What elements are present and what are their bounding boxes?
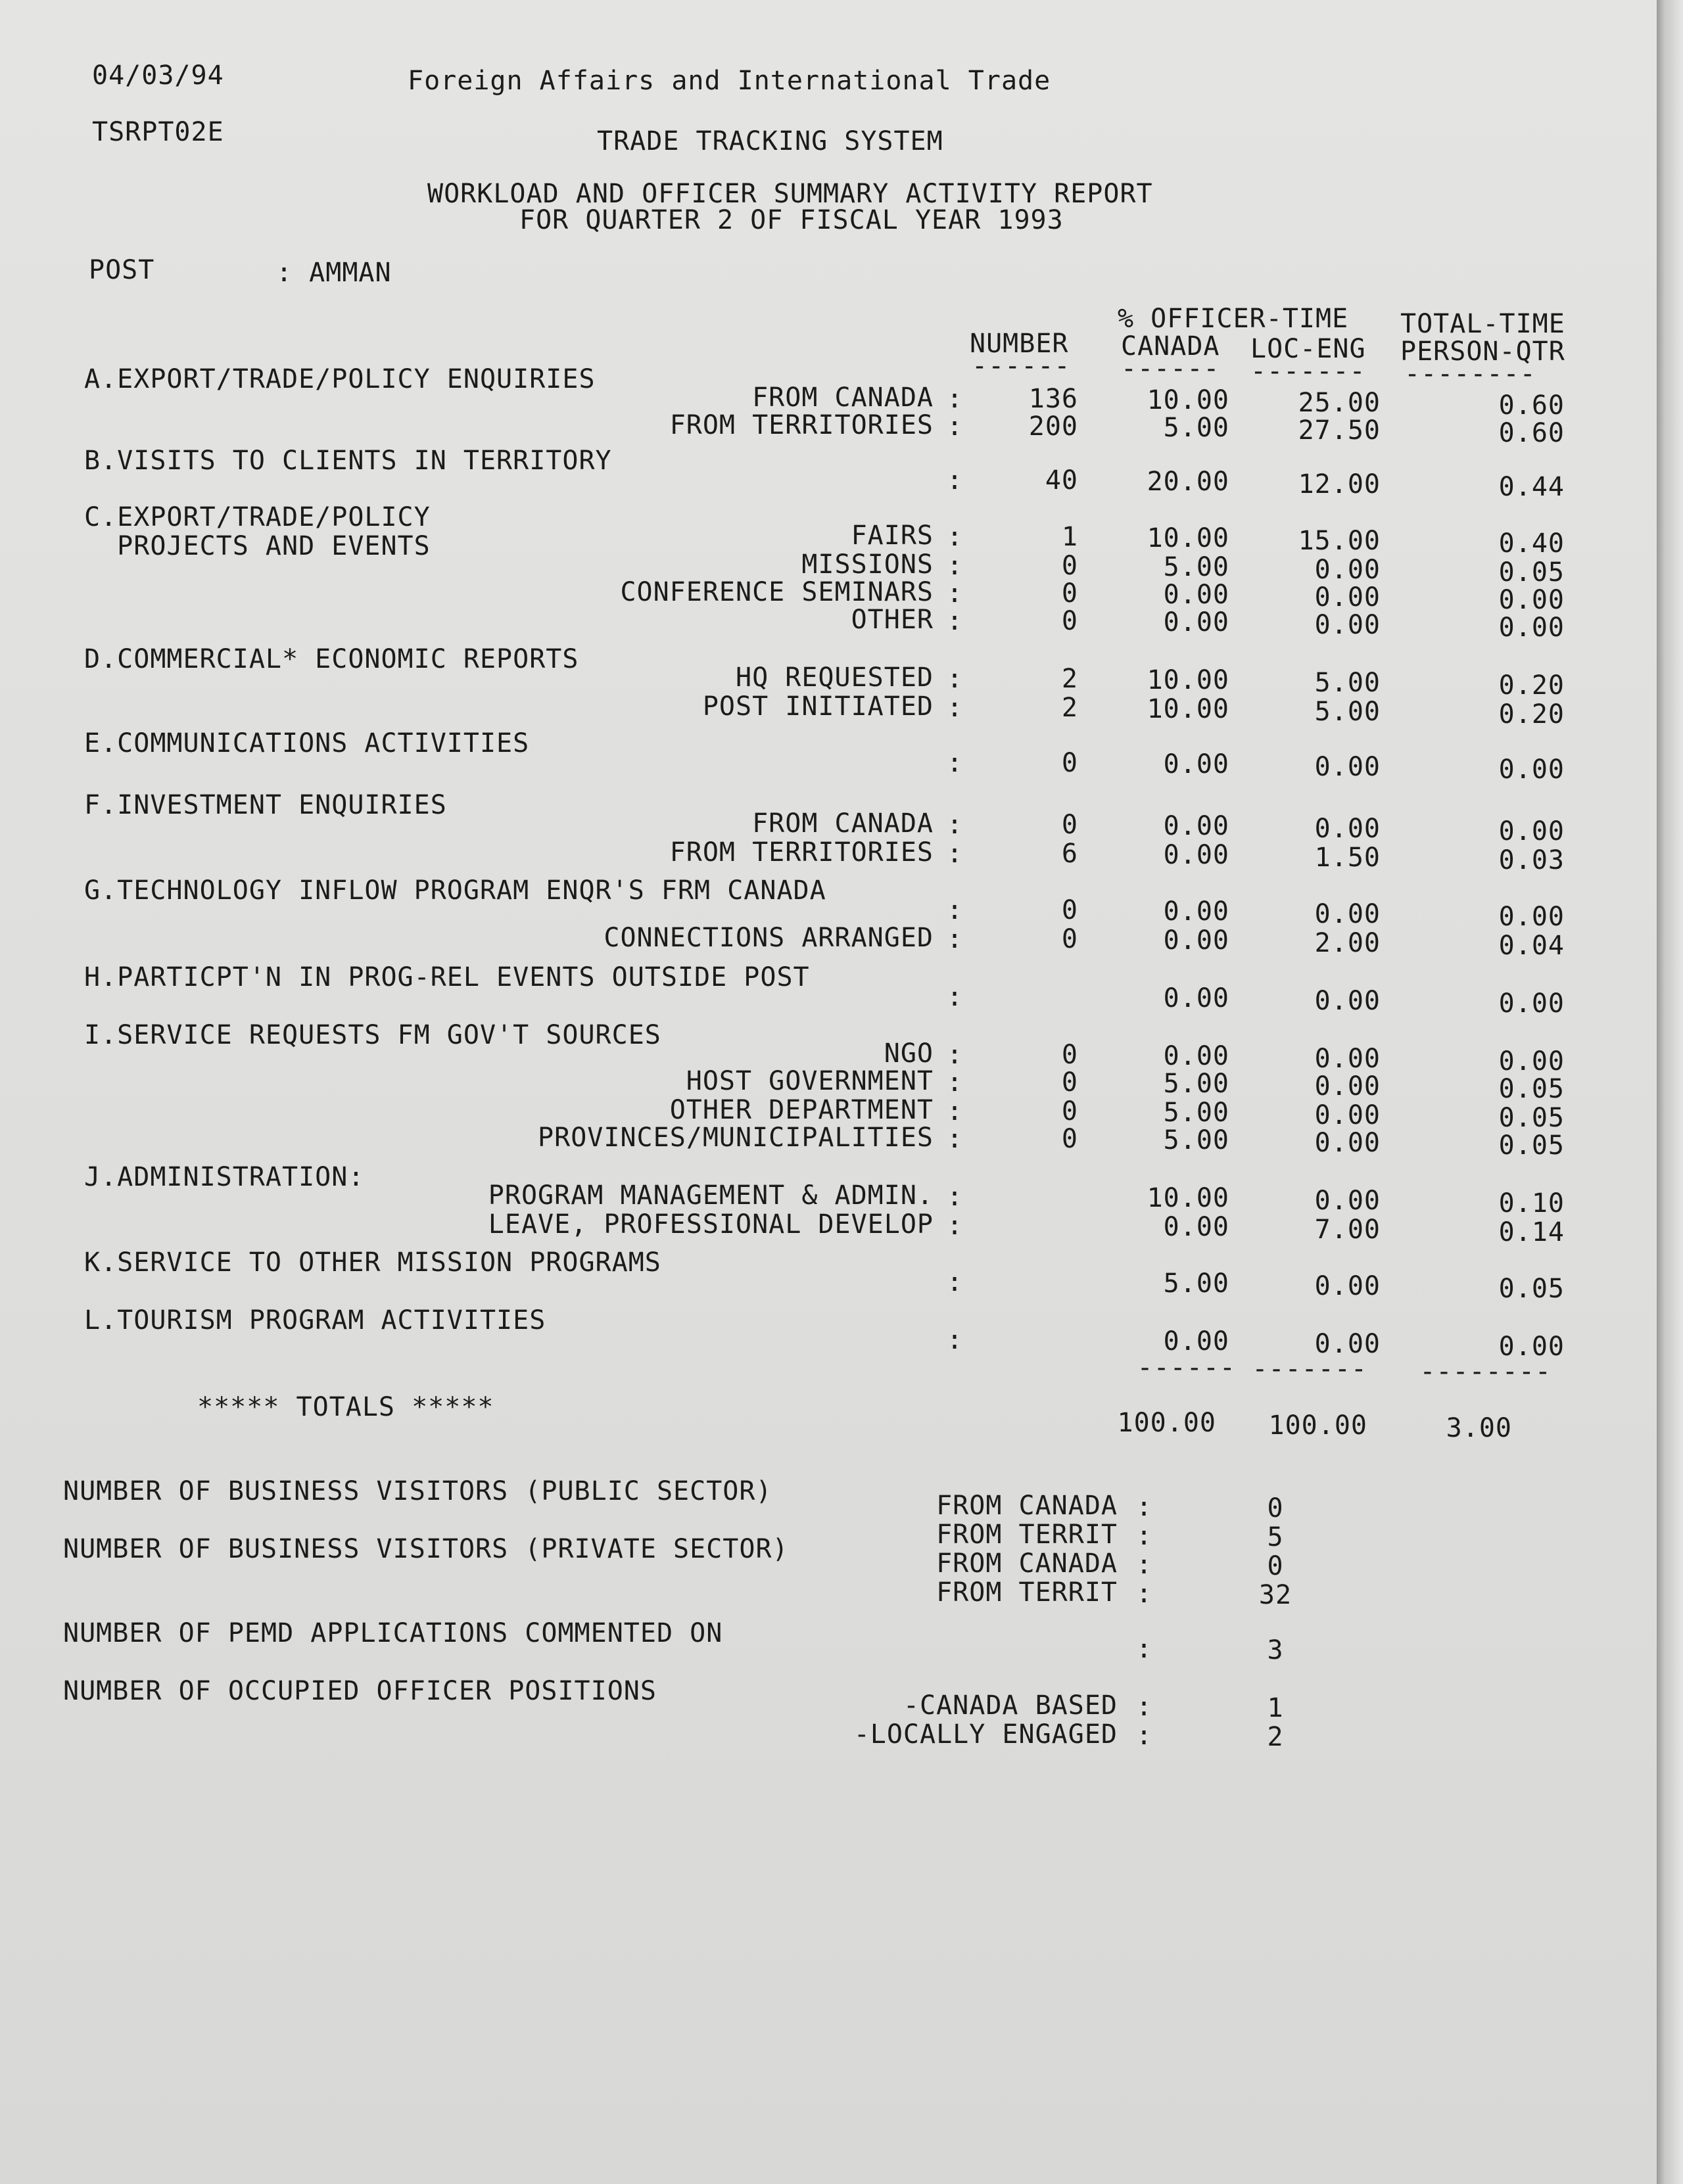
row-sub-label: PROGRAM MANAGEMENT & ADMIN. bbox=[488, 1180, 934, 1211]
header-canada-underline: ------ bbox=[1121, 354, 1220, 384]
report-code: TSRPT02E bbox=[92, 117, 224, 147]
row-loceng-pct: 0.00 bbox=[1314, 752, 1381, 782]
row-loceng-pct: 0.00 bbox=[1314, 814, 1381, 844]
row-colon: : bbox=[947, 924, 964, 954]
row-loceng-pct: 0.00 bbox=[1314, 986, 1381, 1016]
row-person-qtr: 0.03 bbox=[1498, 845, 1565, 875]
row-canada-pct: 10.00 bbox=[1147, 523, 1229, 553]
row-number: 2 bbox=[1061, 693, 1078, 723]
row-canada-pct: 0.00 bbox=[1163, 580, 1229, 610]
row-section-label: PROJECTS AND EVENTS bbox=[84, 531, 431, 561]
row-section-label: H.PARTICPT'N IN PROG-REL EVENTS OUTSIDE POST bbox=[84, 962, 810, 992]
row-canada-pct: 5.00 bbox=[1163, 552, 1229, 582]
row-section-label: E.COMMUNICATIONS ACTIVITIES bbox=[84, 728, 530, 758]
summary-value: 32 bbox=[1258, 1580, 1292, 1610]
row-loceng-pct: 0.00 bbox=[1314, 1044, 1381, 1074]
row-person-qtr: 0.00 bbox=[1498, 755, 1565, 785]
totals-label: ***** TOTALS ***** bbox=[197, 1392, 494, 1422]
row-canada-pct: 0.00 bbox=[1163, 896, 1229, 927]
row-loceng-pct: 0.00 bbox=[1314, 555, 1381, 585]
row-number: 1 bbox=[1061, 522, 1078, 552]
row-colon: : bbox=[947, 1211, 964, 1241]
row-canada-pct: 0.00 bbox=[1163, 607, 1229, 638]
header-canada: CANADA bbox=[1121, 331, 1220, 361]
row-loceng-pct: 0.00 bbox=[1314, 1100, 1381, 1130]
row-colon: : bbox=[947, 895, 964, 925]
header-number: NUMBER bbox=[970, 329, 1069, 359]
row-loceng-pct: 1.50 bbox=[1314, 843, 1381, 873]
row-sub-label: CONNECTIONS ARRANGED bbox=[604, 923, 934, 953]
row-person-qtr: 0.44 bbox=[1498, 472, 1565, 502]
row-person-qtr: 0.05 bbox=[1498, 1103, 1565, 1133]
row-section-label: L.TOURISM PROGRAM ACTIVITIES bbox=[84, 1305, 546, 1336]
summary-label: NUMBER OF OCCUPIED OFFICER POSITIONS bbox=[63, 1676, 657, 1706]
row-loceng-pct: 2.00 bbox=[1314, 928, 1381, 958]
row-colon: : bbox=[947, 411, 964, 442]
row-sub-label: PROVINCES/MUNICIPALITIES bbox=[538, 1123, 934, 1153]
row-section-label: A.EXPORT/TRADE/POLICY ENQUIRIES bbox=[84, 364, 596, 394]
row-colon: : bbox=[947, 522, 964, 552]
row-number: 0 bbox=[1061, 1096, 1078, 1127]
row-colon: : bbox=[947, 606, 964, 636]
row-number: 0 bbox=[1061, 1067, 1078, 1098]
summary-label: NUMBER OF PEMD APPLICATIONS COMMENTED ON bbox=[63, 1618, 723, 1648]
row-person-qtr: 0.05 bbox=[1498, 1130, 1565, 1161]
row-colon: : bbox=[947, 551, 964, 581]
system-name: TRADE TRACKING SYSTEM bbox=[597, 126, 943, 156]
summary-sub-label: FROM TERRIT bbox=[936, 1577, 1118, 1608]
header-number-underline: ------ bbox=[972, 351, 1071, 381]
summary-sub-label: -CANADA BASED bbox=[903, 1690, 1118, 1721]
row-colon: : bbox=[947, 1325, 964, 1355]
summary-sub-label: -LOCALLY ENGAGED bbox=[853, 1719, 1118, 1750]
row-sub-label: FROM CANADA bbox=[752, 808, 934, 839]
header-loceng-underline: ------- bbox=[1250, 356, 1366, 386]
header-pct-officer-time: % OFFICER-TIME bbox=[1118, 304, 1349, 334]
row-number: 6 bbox=[1061, 839, 1078, 869]
report-date: 04/03/94 bbox=[92, 60, 224, 91]
row-colon: : bbox=[947, 1267, 964, 1297]
row-canada-pct: 0.00 bbox=[1163, 925, 1229, 956]
totals-person-qtr: 3.00 bbox=[1446, 1413, 1512, 1443]
row-number: 0 bbox=[1061, 924, 1078, 954]
row-sub-label: HOST GOVERNMENT bbox=[686, 1066, 934, 1096]
row-canada-pct: 5.00 bbox=[1163, 1098, 1229, 1128]
row-number: 0 bbox=[1061, 606, 1078, 636]
summary-colon: : bbox=[1136, 1634, 1153, 1664]
row-canada-pct: 5.00 bbox=[1163, 1125, 1229, 1155]
row-canada-pct: 5.00 bbox=[1163, 413, 1229, 443]
row-colon: : bbox=[947, 384, 964, 414]
row-colon: : bbox=[947, 693, 964, 723]
header-personqtr-underline: -------- bbox=[1404, 359, 1536, 389]
row-canada-pct: 5.00 bbox=[1163, 1069, 1229, 1099]
row-loceng-pct: 27.50 bbox=[1298, 415, 1381, 446]
row-colon: : bbox=[947, 1096, 964, 1127]
row-colon: : bbox=[947, 810, 964, 840]
summary-value: 0 bbox=[1267, 1551, 1284, 1581]
summary-colon: : bbox=[1136, 1692, 1153, 1722]
row-person-qtr: 0.00 bbox=[1498, 613, 1565, 643]
row-section-label: K.SERVICE TO OTHER MISSION PROGRAMS bbox=[84, 1247, 661, 1278]
post-value: : AMMAN bbox=[276, 258, 392, 288]
summary-value: 1 bbox=[1267, 1693, 1284, 1723]
summary-colon: : bbox=[1136, 1721, 1153, 1751]
row-sub-label: OTHER DEPARTMENT bbox=[669, 1095, 934, 1125]
row-section-label: B.VISITS TO CLIENTS IN TERRITORY bbox=[84, 446, 612, 476]
row-loceng-pct: 0.00 bbox=[1314, 582, 1381, 613]
row-canada-pct: 10.00 bbox=[1147, 665, 1229, 695]
report-title: WORKLOAD AND OFFICER SUMMARY ACTIVITY REPORT bbox=[427, 179, 1153, 209]
row-person-qtr: 0.00 bbox=[1498, 816, 1565, 847]
row-canada-pct: 5.00 bbox=[1163, 1268, 1229, 1299]
row-number: 0 bbox=[1061, 1040, 1078, 1070]
row-canada-pct: 0.00 bbox=[1163, 1326, 1229, 1357]
row-person-qtr: 0.00 bbox=[1498, 585, 1565, 615]
totals-canada-rule: ------ bbox=[1137, 1353, 1236, 1383]
row-section-label: I.SERVICE REQUESTS FM GOV'T SOURCES bbox=[84, 1020, 661, 1050]
row-sub-label: POST INITIATED bbox=[702, 691, 934, 722]
row-person-qtr: 0.60 bbox=[1498, 390, 1565, 421]
row-sub-label: NGO bbox=[884, 1038, 934, 1069]
row-loceng-pct: 15.00 bbox=[1298, 526, 1381, 556]
row-number: 2 bbox=[1061, 664, 1078, 694]
summary-colon: : bbox=[1136, 1550, 1153, 1580]
header-loc-eng: LOC-ENG bbox=[1250, 334, 1366, 364]
row-sub-label: HQ REQUESTED bbox=[736, 662, 934, 693]
row-person-qtr: 0.00 bbox=[1498, 902, 1565, 932]
row-sub-label: OTHER bbox=[851, 605, 934, 635]
row-person-qtr: 0.05 bbox=[1498, 557, 1565, 588]
summary-colon: : bbox=[1136, 1521, 1153, 1551]
page-edge-shadow bbox=[1657, 0, 1683, 2184]
row-canada-pct: 20.00 bbox=[1147, 467, 1229, 497]
row-number: 0 bbox=[1061, 810, 1078, 840]
row-colon: : bbox=[947, 1182, 964, 1212]
row-canada-pct: 0.00 bbox=[1163, 983, 1229, 1013]
row-colon: : bbox=[947, 748, 964, 778]
row-number: 0 bbox=[1061, 895, 1078, 925]
row-canada-pct: 10.00 bbox=[1147, 385, 1229, 415]
row-loceng-pct: 0.00 bbox=[1314, 1186, 1381, 1216]
row-sub-label: FROM TERRITORIES bbox=[669, 410, 934, 440]
organization-name: Foreign Affairs and International Trade bbox=[408, 66, 1051, 96]
row-number: 136 bbox=[1028, 384, 1078, 414]
row-number: 0 bbox=[1061, 1124, 1078, 1154]
row-person-qtr: 0.14 bbox=[1498, 1217, 1565, 1247]
row-colon: : bbox=[947, 1040, 964, 1070]
row-person-qtr: 0.00 bbox=[1498, 1046, 1565, 1077]
totals-loceng-rule: ------- bbox=[1252, 1354, 1367, 1384]
row-sub-label: CONFERENCE SEMINARS bbox=[620, 577, 934, 607]
row-section-label: C.EXPORT/TRADE/POLICY bbox=[84, 502, 431, 532]
post-label: POST bbox=[89, 255, 155, 285]
row-colon: : bbox=[947, 578, 964, 609]
header-person-qtr: PERSON-QTR bbox=[1400, 337, 1565, 367]
row-loceng-pct: 0.00 bbox=[1314, 899, 1381, 929]
row-loceng-pct: 0.00 bbox=[1314, 1329, 1381, 1359]
row-loceng-pct: 12.00 bbox=[1298, 469, 1381, 500]
row-sub-label: LEAVE, PROFESSIONAL DEVELOP bbox=[488, 1209, 934, 1240]
row-section-label: F.INVESTMENT ENQUIRIES bbox=[84, 790, 447, 820]
row-loceng-pct: 0.00 bbox=[1314, 1271, 1381, 1301]
row-person-qtr: 0.10 bbox=[1498, 1188, 1565, 1219]
summary-sub-label: FROM CANADA bbox=[936, 1491, 1118, 1521]
summary-label: NUMBER OF BUSINESS VISITORS (PUBLIC SECTOR) bbox=[63, 1476, 772, 1506]
row-sub-label: FROM TERRITORIES bbox=[669, 837, 934, 868]
row-loceng-pct: 5.00 bbox=[1314, 697, 1381, 727]
row-colon: : bbox=[947, 839, 964, 869]
row-loceng-pct: 25.00 bbox=[1298, 388, 1381, 418]
row-person-qtr: 0.20 bbox=[1498, 699, 1565, 730]
summary-label: NUMBER OF BUSINESS VISITORS (PRIVATE SECTOR) bbox=[63, 1534, 789, 1564]
row-person-qtr: 0.20 bbox=[1498, 670, 1565, 701]
summary-colon: : bbox=[1136, 1579, 1153, 1609]
row-number: 0 bbox=[1061, 551, 1078, 581]
row-canada-pct: 10.00 bbox=[1147, 1183, 1229, 1213]
summary-value: 2 bbox=[1267, 1722, 1284, 1752]
header-total-time: TOTAL-TIME bbox=[1400, 309, 1565, 339]
row-canada-pct: 10.00 bbox=[1147, 694, 1229, 724]
row-number: 200 bbox=[1028, 411, 1078, 442]
row-sub-label: FROM CANADA bbox=[752, 383, 934, 413]
row-loceng-pct: 0.00 bbox=[1314, 1128, 1381, 1158]
row-colon: : bbox=[947, 1067, 964, 1098]
row-canada-pct: 0.00 bbox=[1163, 840, 1229, 870]
row-loceng-pct: 5.00 bbox=[1314, 668, 1381, 698]
summary-value: 0 bbox=[1267, 1493, 1284, 1523]
row-sub-label: MISSIONS bbox=[801, 549, 934, 580]
row-section-label: D.COMMERCIAL* ECONOMIC REPORTS bbox=[84, 644, 579, 674]
row-person-qtr: 0.04 bbox=[1498, 931, 1565, 961]
row-section-label: G.TECHNOLOGY INFLOW PROGRAM ENQR'S FRM CANADA bbox=[84, 875, 826, 906]
row-colon: : bbox=[947, 465, 964, 496]
summary-colon: : bbox=[1136, 1492, 1153, 1522]
summary-sub-label: FROM CANADA bbox=[936, 1548, 1118, 1579]
row-colon: : bbox=[947, 664, 964, 694]
totals-personqtr-rule: -------- bbox=[1419, 1357, 1552, 1387]
report-subtitle: FOR QUARTER 2 OF FISCAL YEAR 1993 bbox=[519, 205, 1064, 235]
row-canada-pct: 0.00 bbox=[1163, 749, 1229, 779]
row-person-qtr: 0.60 bbox=[1498, 418, 1565, 448]
row-section-label: J.ADMINISTRATION: bbox=[84, 1162, 365, 1192]
row-loceng-pct: 0.00 bbox=[1314, 1071, 1381, 1102]
row-colon: : bbox=[947, 982, 964, 1012]
row-person-qtr: 0.00 bbox=[1498, 1332, 1565, 1362]
row-sub-label: FAIRS bbox=[851, 521, 934, 551]
row-loceng-pct: 7.00 bbox=[1314, 1215, 1381, 1245]
row-colon: : bbox=[947, 1124, 964, 1154]
summary-value: 3 bbox=[1267, 1635, 1284, 1665]
totals-canada: 100.00 bbox=[1117, 1408, 1216, 1438]
row-canada-pct: 0.00 bbox=[1163, 1212, 1229, 1242]
row-person-qtr: 0.40 bbox=[1498, 528, 1565, 559]
row-canada-pct: 0.00 bbox=[1163, 811, 1229, 841]
row-number: 40 bbox=[1045, 465, 1078, 496]
row-number: 0 bbox=[1061, 578, 1078, 609]
row-canada-pct: 0.00 bbox=[1163, 1041, 1229, 1071]
row-person-qtr: 0.05 bbox=[1498, 1274, 1565, 1304]
row-number: 0 bbox=[1061, 748, 1078, 778]
row-loceng-pct: 0.00 bbox=[1314, 610, 1381, 640]
row-person-qtr: 0.00 bbox=[1498, 988, 1565, 1019]
summary-value: 5 bbox=[1267, 1522, 1284, 1552]
row-person-qtr: 0.05 bbox=[1498, 1074, 1565, 1104]
summary-sub-label: FROM TERRIT bbox=[936, 1520, 1118, 1550]
totals-loceng: 100.00 bbox=[1268, 1410, 1367, 1441]
